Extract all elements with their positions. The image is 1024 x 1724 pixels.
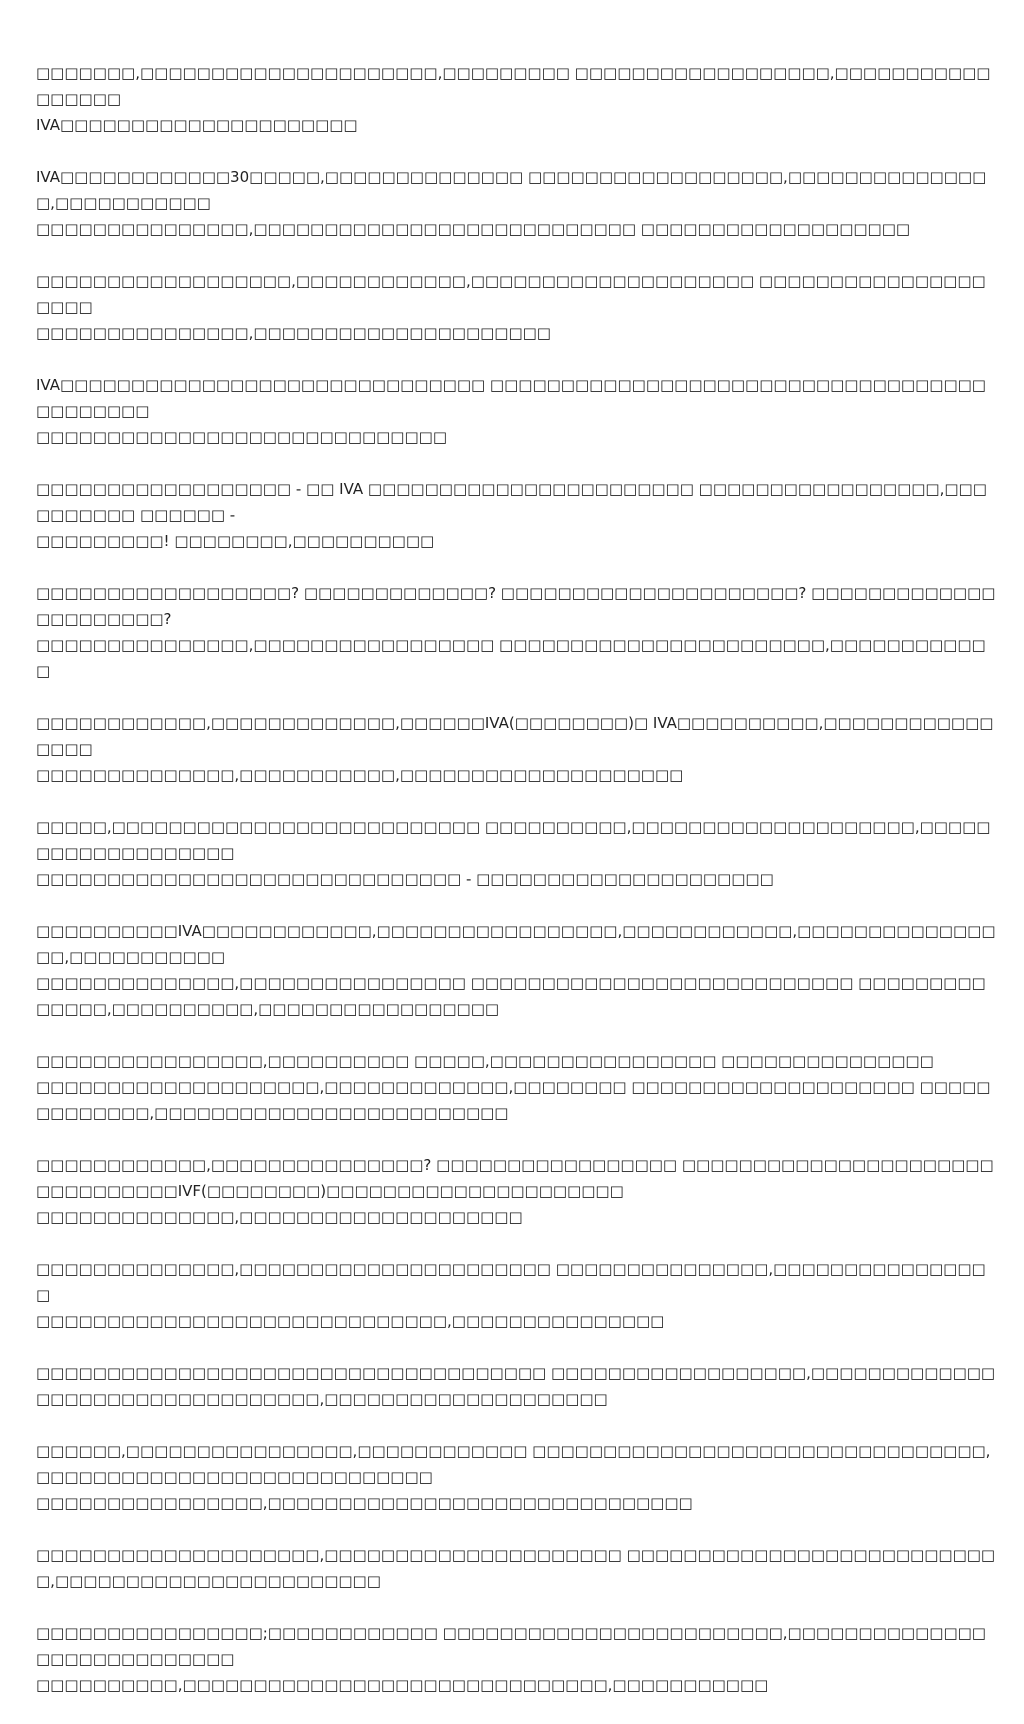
- document-body: [36, 60, 996, 1724]
- paragraph-11: □□□□□□□□□□□□,□□□□□□□□□□□□□□□? □□□□□□□□□□□□□□□□□ □□□□□□□□□□□□□□□□□□□□□□□□□□□□□□□□IVF(□□□□□□□□)□□□□□□□□□□□□□□□□□□□□□ □□□□□□□□□□□□□□,□□□□□□□□□□□□□□□□□□□□: [36, 1156, 994, 1226]
- paragraph-1: □□□□□□□,□□□□□□□□□□□□□□□□□□□□□,□□□□□□□□□ □□□□□□□□□□□□□□□□□□,□□□□□□□□□□□□□□□□□ IVA□□□□□□□□□□□□□□□□□□□□□: [36, 64, 991, 134]
- paragraph-6: □□□□□□□□□□□□□□□□□□? □□□□□□□□□□□□□? □□□□□□□□□□□□□□□□□□□□□? □□□□□□□□□□□□□□□□□□□□□□? □□□□□□□□□□□□□□□,□□□□□□□□□□□□□□□□□ □□□□□□□□□□□□□□□□□□□□□□□,□□□□□□□□□□□□: [36, 584, 996, 680]
- paragraph-2: IVA□□□□□□□□□□□□30□□□□□,□□□□□□□□□□□□□□ □□□□□□□□□□□□□□□□□□,□□□□□□□□□□□□□□□,□□□□□□□□□□□ □□□□□□□□□□□□□□□,□□□□□□□□□□□□□□□□□□□□□□□□□□□ □□□□□□□□□□□□□□□□□□□: [36, 168, 987, 238]
- paragraph-3: □□□□□□□□□□□□□□□□□□,□□□□□□□□□□□□,□□□□□□□□□□□□□□□□□□□□ □□□□□□□□□□□□□□□□□□□□ □□□□□□□□□□□□□□□,□□□□□□□□□□□□□□□□□□□□□: [36, 272, 986, 342]
- paragraph-16: □□□□□□□□□□□□□□□□;□□□□□□□□□□□□ □□□□□□□□□□□□□□□□□□□□□□□□,□□□□□□□□□□□□□□□□□□□□□□□□□□□□ □□□□□□□□□□,□□□□□□□□□□□□□□□□□□□□□□□□□□□□□□,□□□□□□□□□□□: [36, 1624, 986, 1694]
- paragraph-12: □□□□□□□□□□□□□□,□□□□□□□□□□□□□□□□□□□□□□ □□□□□□□□□□□□□□□,□□□□□□□□□□□□□□□□ □□□□□□□□□□□□□□□□□□□□□□□□□□□□□,□□□□□□□□□□□□□□□: [36, 1260, 986, 1330]
- paragraph-7: □□□□□□□□□□□□,□□□□□□□□□□□□□,□□□□□□IVA(□□□□□□□□)□ IVA□□□□□□□□□□,□□□□□□□□□□□□□□□□ □□□□□□□□□□□□□□,□□□□□□□□□□□,□□□□□□□□□□□□□□□□□□□□: [36, 714, 994, 784]
- paragraph-5: □□□□□□□□□□□□□□□□□□ - □□ IVA □□□□□□□□□□□□□□□□□□□□□□□ □□□□□□□□□□□□□□□□□,□□□□□□□□□□ □□□□□□ - □□□□□□□□□! □□□□□□□□,□□□□□□□□□□: [36, 480, 987, 550]
- paragraph-13: □□□□□□□□□□□□□□□□□□□□□□□□□□□□□□□□□□□□ □□□□□□□□□□□□□□□□□□,□□□□□□□□□□□□□ □□□□□□□□□□□□□□□□□□□□,□□□□□□□□□□□□□□□□□□□□: [36, 1364, 996, 1408]
- paragraph-4: IVA□□□□□□□□□□□□□□□□□□□□□□□□□□□□□□ □□□□□□□□□□□□□□□□□□□□□□□□□□□□□□□□□□□□□□□□□□□ □□□□□□□□□□□□□□□□□□□□□□□□□□□□□: [36, 376, 986, 446]
- paragraph-14: □□□□□□,□□□□□□□□□□□□□□□□,□□□□□□□□□□□□ □□□□□□□□□□□□□□□□□□□□□□□□□□□□□□□□,□□□□□□□□□□□□□□□□□□□□□□□□□□□□ □□□□□□□□□□□□□□□□,□□□□□□□□□□□□□□□□□□□□□□□□□□□□□□: [36, 1442, 991, 1512]
- paragraph-8: □□□□□,□□□□□□□□□□□□□□□□□□□□□□□□□□ □□□□□□□□□□,□□□□□□□□□□□□□□□□□□□□,□□□□□□□□□□□□□□□□□□□ □□□□□□□□□□□□□□□□□□□□□□□□□□□□□□ - □□□□□□□□□□□□□□□□□□□□□: [36, 818, 991, 888]
- paragraph-9: □□□□□□□□□□IVA□□□□□□□□□□□□,□□□□□□□□□□□□□□□□□,□□□□□□□□□□□□,□□□□□□□□□□□□□□□□,□□□□□□□□□□□ □□□□□□□□□□□□□□,□□□□□□□□□□□□□□□□ □□□□□□□□□□□□□□□□□□□□□□□□□□□ □□□□□□□□□□□□□□,□□□□□□□□□□,□□□□□□□□□□□□□□□□□: [36, 922, 996, 1018]
- paragraph-10: □□□□□□□□□□□□□□□□,□□□□□□□□□□ □□□□□,□□□□□□□□□□□□□□□□ □□□□□□□□□□□□□□□ □□□□□□□□□□□□□□□□□□□□,□□□□□□□□□□□□□,□□□□□□□□ □□□□□□□□□□□□□□□□□□□□ □□□□□□□□□□□□□,□□□□□□□□□□□□□□□□□□□□□□□□□: [36, 1052, 991, 1122]
- paragraph-15: □□□□□□□□□□□□□□□□□□□□,□□□□□□□□□□□□□□□□□□□□□ □□□□□□□□□□□□□□□□□□□□□□□□□□□,□□□□□□□□□□□□□□□□□□□□□□□: [36, 1546, 996, 1590]
